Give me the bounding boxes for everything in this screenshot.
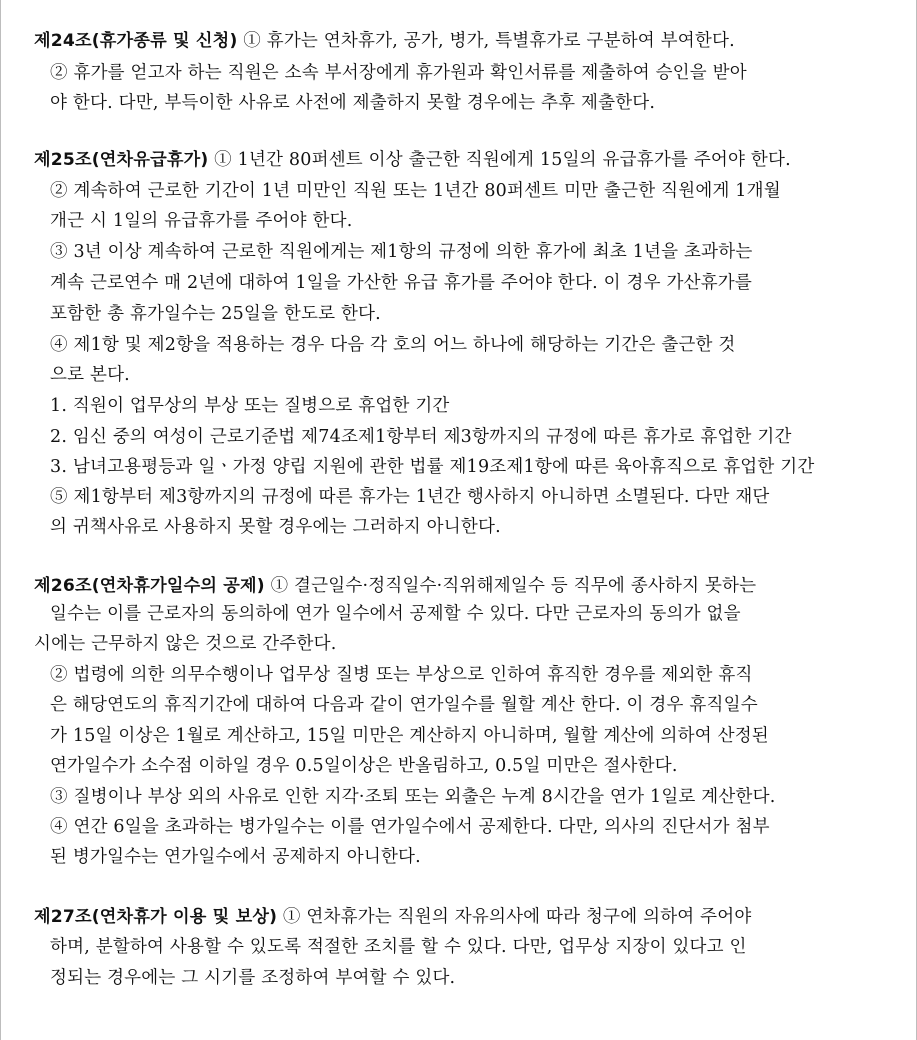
article-25-first-line xyxy=(34,148,791,172)
article-25-line: 의 귀책사유로 사용하지 못할 경우에는 그러하지 아니한다. xyxy=(50,517,501,537)
article-24-text: ① 휴가는 연차휴가, 공가, 병가, 특별휴가로 구분하여 부여한다. xyxy=(237,31,735,51)
article-25-line: ⑤ 제1항부터 제3항까지의 규정에 따른 휴가는 1년간 행사하지 아니하면 소멸된다. 다만 재단 xyxy=(50,487,770,507)
article-26-line: 은 해당연도의 휴직기간에 대하여 다음과 같이 연가일수를 월할 계산 한다. 이 경우 휴직일수 xyxy=(50,695,758,715)
article-27-first-line xyxy=(34,905,752,929)
article-26-first-line xyxy=(34,574,756,598)
article-26-line: 가 15일 이상은 1월로 계산하고, 15일 미만은 계산하지 아니하며, 월할 계산에 의하여 산정된 xyxy=(50,726,769,746)
article-26-title: 제26조(연차휴가일수의 공제) xyxy=(34,576,265,596)
article-26-line: 연가일수가 소수점 이하일 경우 0.5일이상은 반올림하고, 0.5일 미만은 절사한다. xyxy=(50,756,678,776)
article-27-line: 정되는 경우에는 그 시기를 조정하여 부여할 수 있다. xyxy=(50,968,456,988)
article-25-line: 개근 시 1일의 유급휴가를 주어야 한다. xyxy=(50,211,353,231)
article-26-line: 일수는 이를 근로자의 동의하에 연가 일수에서 공제할 수 있다. 다만 근로자의 동의가 없을 xyxy=(50,604,741,624)
article-25-line: 계속 근로연수 매 2년에 대하여 1일을 가산한 유급 휴가를 주어야 한다. 이 경우 가산휴가를 xyxy=(50,273,753,293)
article-25-title: 제25조(연차유급휴가) xyxy=(34,150,209,170)
article-26-line: 시에는 근무하지 않은 것으로 간주한다. xyxy=(34,634,337,654)
article-25-line: ④ 제1항 및 제2항을 적용하는 경우 다음 각 호의 어느 하나에 해당하는 기간은 출근한 것 xyxy=(50,335,736,355)
article-24-title: 제24조(휴가종류 및 신청) xyxy=(34,31,238,51)
article-25-line: 으로 본다. xyxy=(50,365,130,385)
article-24-line: 야 한다. 다만, 부득이한 사유로 사전에 제출하지 못할 경우에는 추후 제출한다. xyxy=(50,93,656,113)
article-26-line: ④ 연간 6일을 초과하는 병가일수는 이를 연가일수에서 공제한다. 다만, 의사의 진단서가 첨부 xyxy=(50,817,770,837)
article-24-line: ② 휴가를 얻고자 하는 직원은 소속 부서장에게 휴가원과 확인서류를 제출하여 승인을 받아 xyxy=(50,63,747,83)
article-26-line: ② 법령에 의한 의무수행이나 업무상 질병 또는 부상으로 인하여 휴직한 경우를 제외한 휴직 xyxy=(50,665,753,685)
article-25-line: 포함한 총 휴가일수는 25일을 한도로 한다. xyxy=(50,304,381,324)
article-24-first-line xyxy=(34,29,735,53)
article-26-line: 된 병가일수는 연가일수에서 공제하지 아니한다. xyxy=(50,847,421,867)
article-27-line: 하며, 분할하여 사용할 수 있도록 적절한 조치를 할 수 있다. 다만, 업무상 지장이 있다고 인 xyxy=(50,937,747,957)
article-25-line: 2. 임신 중의 여성이 근로기준법 제74조제1항부터 제3항까지의 규정에 따른 휴가로 휴업한 기간 xyxy=(50,427,792,447)
article-25-line: 3. 남녀고용평등과 일ㆍ가정 양립 지원에 관한 법률 제19조제1항에 따른 육아휴직으로 휴업한 기간 xyxy=(50,457,815,477)
article-25-line: ③ 3년 이상 계속하여 근로한 직원에게는 제1항의 규정에 의한 휴가에 최초 1년을 초과하는 xyxy=(50,242,753,262)
article-25-line: 1. 직원이 업무상의 부상 또는 질병으로 휴업한 기간 xyxy=(50,396,450,416)
article-26-line: ③ 질병이나 부상 외의 사유로 인한 지각·조퇴 또는 외출은 누계 8시간을 연가 1일로 계산한다. xyxy=(50,787,776,807)
page-edge-left xyxy=(0,0,1,1040)
article-25-line: ② 계속하여 근로한 기간이 1년 미만인 직원 또는 1년간 80퍼센트 미만 출근한 직원에게 1개월 xyxy=(50,181,781,201)
article-27-title: 제27조(연차휴가 이용 및 보상) xyxy=(34,907,278,927)
article-25-text: ① 1년간 80퍼센트 이상 출근한 직원에게 15일의 유급휴가를 주어야 한다. xyxy=(208,150,791,170)
article-27-text: ① 연차휴가는 직원의 자유의사에 따라 청구에 의하여 주어야 xyxy=(277,907,752,927)
article-26-text: ① 결근일수·정직일수·직위해제일수 등 직무에 종사하지 못하는 xyxy=(264,576,757,596)
